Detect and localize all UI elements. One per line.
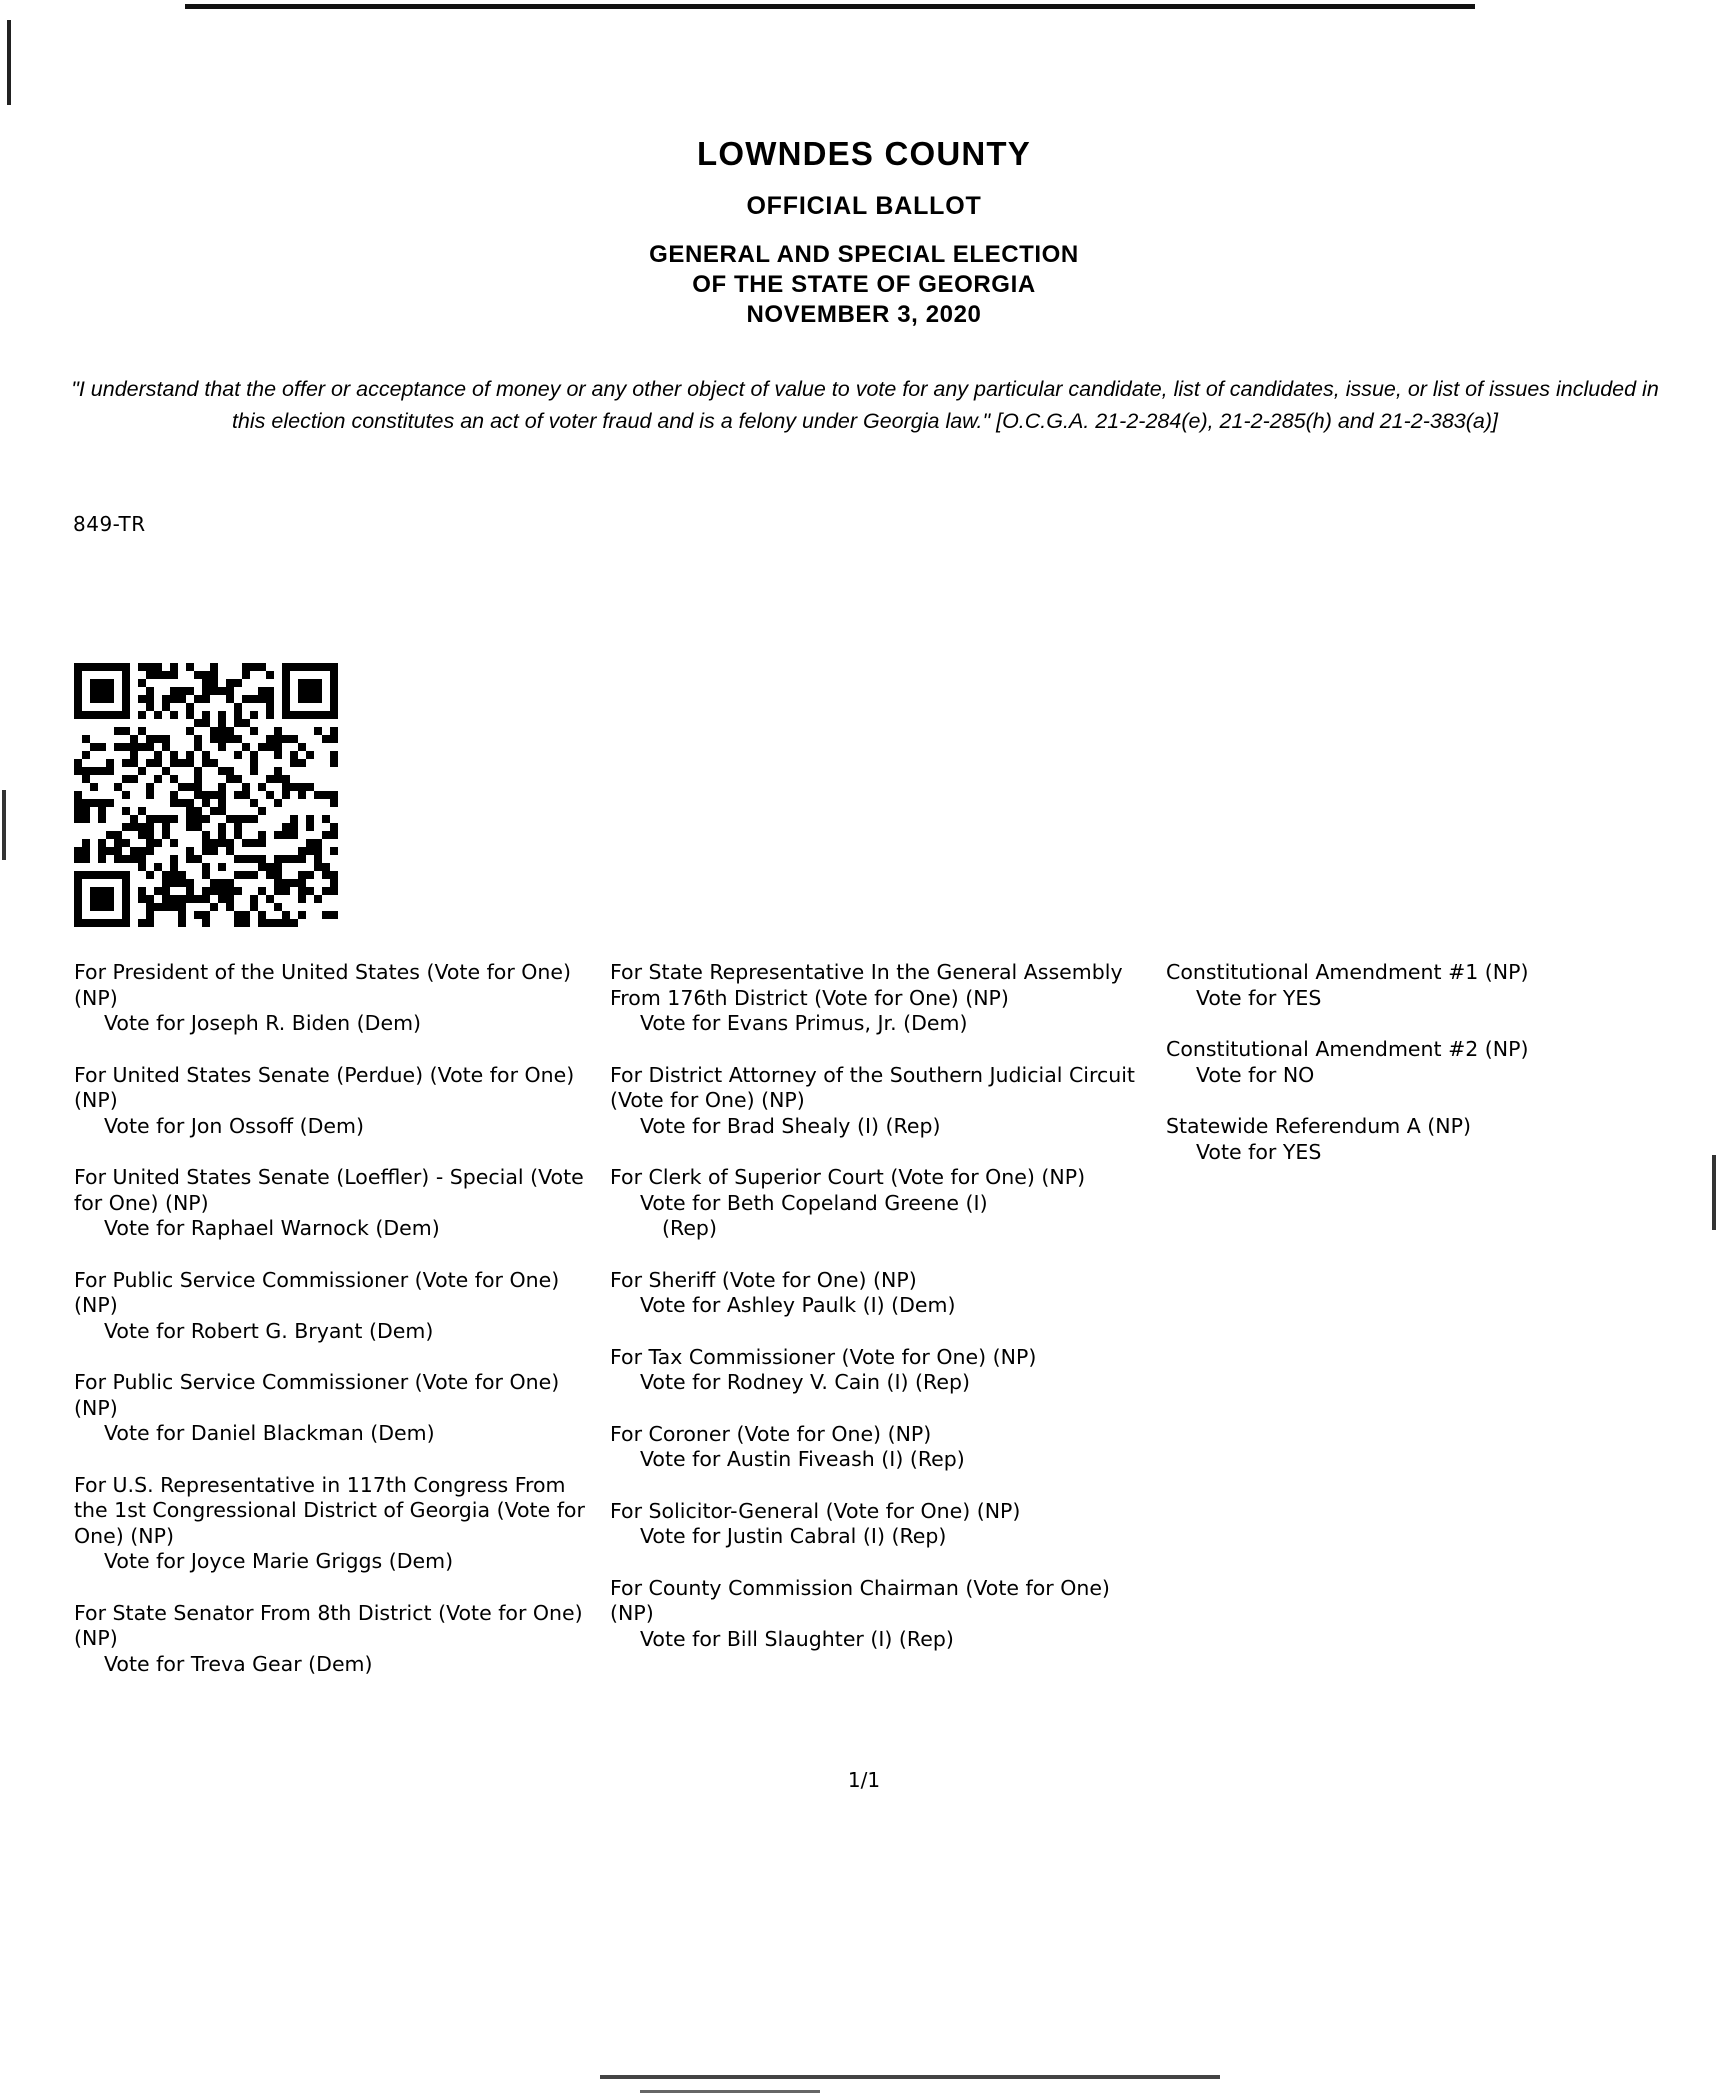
selected-choice: [74, 1011, 594, 1037]
contest-title: For State Senator From 8th District (Vote for One) (NP): [74, 1600, 583, 1650]
contest: [74, 1370, 594, 1447]
selected-choice-text: Vote for Daniel Blackman (Dem): [104, 1421, 435, 1445]
scan-edge-artifact-top: [185, 4, 1475, 9]
contest: [610, 1576, 1150, 1653]
contest: [74, 1473, 594, 1575]
selected-choice-text: Vote for Ashley Paulk (I) (Dem): [640, 1293, 956, 1317]
contest-column-2: [610, 960, 1150, 1703]
contest-title: For Solicitor-General (Vote for One) (NP): [610, 1498, 1021, 1523]
qr-code: [74, 663, 362, 928]
contest: [1166, 1114, 1646, 1165]
ballot-style-id: 849-TR: [73, 512, 146, 536]
contest-title: For United States Senate (Perdue) (Vote for One) (NP): [74, 1062, 575, 1112]
contest-title: For Public Service Commissioner (Vote for One) (NP): [74, 1370, 560, 1420]
contest-column-3: [1166, 960, 1646, 1703]
selected-choice-text: Vote for Bill Slaughter (I) (Rep): [640, 1626, 954, 1651]
selected-choice-text: Vote for Raphael Warnock (Dem): [104, 1216, 440, 1240]
election-title-line-1: GENERAL AND SPECIAL ELECTION: [649, 241, 1079, 268]
contest-column-1: [74, 960, 594, 1703]
contest: [610, 1268, 1150, 1319]
selected-choice-text: Vote for Joseph R. Biden (Dem): [104, 1011, 422, 1035]
scan-edge-artifact-left-2: [2, 790, 6, 860]
contest: [610, 1422, 1150, 1473]
page-number: 1/1: [847, 1768, 881, 1792]
scan-edge-artifact-bottom-2: [640, 2090, 820, 2093]
contest-title: For Sheriff (Vote for One) (NP): [610, 1267, 917, 1292]
contest-title: For County Commission Chairman (Vote for One) (NP): [610, 1575, 1110, 1625]
selected-choice: [610, 1447, 1150, 1473]
contest-title: For Public Service Commissioner (Vote for One) (NP): [74, 1267, 560, 1317]
contest: [74, 1601, 594, 1678]
county-title: LOWNDES COUNTY: [697, 135, 1031, 172]
official-ballot-label: OFFICIAL BALLOT: [746, 192, 982, 220]
contest: [610, 1165, 1150, 1242]
selected-choice-text: Vote for Robert G. Bryant (Dem): [104, 1318, 434, 1343]
contest: [1166, 960, 1646, 1011]
contest: [74, 1268, 594, 1345]
selected-choice-text: Vote for Brad Shealy (I) (Rep): [640, 1113, 941, 1138]
selected-choice: [1166, 1063, 1646, 1089]
selected-choice: [610, 1370, 1150, 1396]
selected-choice: [1166, 986, 1646, 1012]
contest-title: For State Representative In the General Assembly From 176th District (Vote for One) (NP): [610, 960, 1123, 1010]
selected-choice: [610, 1293, 1150, 1319]
contest-columns: [74, 960, 1654, 1703]
contest-title: For U.S. Representative in 117th Congress From the 1st Congressional District of Georgia (Vote for One) (NP): [74, 1472, 585, 1548]
contest: [74, 1165, 594, 1242]
selected-choice: [74, 1319, 594, 1345]
contest-title: For District Attorney of the Southern Judicial Circuit (Vote for One) (NP): [610, 1062, 1135, 1112]
contest-title: For Tax Commissioner (Vote for One) (NP): [610, 1344, 1037, 1369]
selected-choice: [74, 1549, 594, 1575]
selected-choice: [1166, 1140, 1646, 1166]
election-date: NOVEMBER 3, 2020: [746, 301, 982, 328]
selected-choice: [74, 1216, 594, 1242]
selected-choice-text: Vote for Justin Cabral (I) (Rep): [640, 1524, 947, 1548]
contest: [74, 960, 594, 1037]
selected-choice-text: Vote for YES: [1196, 985, 1322, 1010]
selected-choice-text: Vote for Rodney V. Cain (I) (Rep): [640, 1370, 970, 1394]
selected-choice-text-continued: (Rep): [662, 1216, 717, 1240]
contest: [1166, 1037, 1646, 1088]
election-heading: [0, 240, 1728, 330]
selected-choice-text: Vote for YES: [1196, 1139, 1322, 1164]
contest: [610, 1345, 1150, 1396]
election-title-line-2: OF THE STATE OF GEORGIA: [692, 271, 1036, 298]
selected-choice: [610, 1627, 1150, 1653]
contest: [74, 1063, 594, 1140]
selected-choice: [610, 1191, 1150, 1242]
scan-edge-artifact-left: [7, 20, 11, 105]
selected-choice: [610, 1114, 1150, 1140]
selected-choice: [74, 1421, 594, 1447]
contest-title: Constitutional Amendment #1 (NP): [1166, 960, 1529, 984]
contest-title: Constitutional Amendment #2 (NP): [1166, 1037, 1529, 1061]
scan-edge-artifact-right: [1712, 1155, 1716, 1230]
contest-title: For President of the United States (Vote for One) (NP): [74, 960, 572, 1010]
scan-edge-artifact-bottom: [600, 2075, 1220, 2079]
selected-choice-text: Vote for Joyce Marie Griggs (Dem): [104, 1549, 454, 1573]
selected-choice-text: Vote for Treva Gear (Dem): [104, 1651, 373, 1676]
selected-choice: [74, 1652, 594, 1678]
voter-fraud-oath-text: "I understand that the offer or acceptance of money or any other object of value to vote for any particular candidate, list of candidates, issue, or list of issues included in this election constitutes an act of voter fraud and is a felony under Georgia law." [O.C.G.A. 21-2-284(e), 21-2-285(h) and 21-2-383(a)]: [71, 377, 1659, 433]
contest: [610, 1063, 1150, 1140]
contest: [610, 960, 1150, 1037]
contest: [610, 1499, 1150, 1550]
contest-title: For Coroner (Vote for One) (NP): [610, 1421, 932, 1446]
contest-title: For United States Senate (Loeffler) - Special (Vote for One) (NP): [74, 1165, 584, 1215]
selected-choice-text: Vote for Evans Primus, Jr. (Dem): [640, 1011, 968, 1035]
selected-choice: [610, 1011, 1150, 1037]
contest-title: Statewide Referendum A (NP): [1166, 1114, 1471, 1138]
selected-choice-text: Vote for Beth Copeland Greene (I): [640, 1190, 988, 1215]
selected-choice: [610, 1524, 1150, 1550]
contest-title: For Clerk of Superior Court (Vote for One) (NP): [610, 1165, 1086, 1189]
selected-choice-text: Vote for NO: [1196, 1062, 1315, 1087]
selected-choice-text: Vote for Jon Ossoff (Dem): [104, 1113, 364, 1138]
selected-choice-text: Vote for Austin Fiveash (I) (Rep): [640, 1447, 965, 1471]
selected-choice: [74, 1114, 594, 1140]
